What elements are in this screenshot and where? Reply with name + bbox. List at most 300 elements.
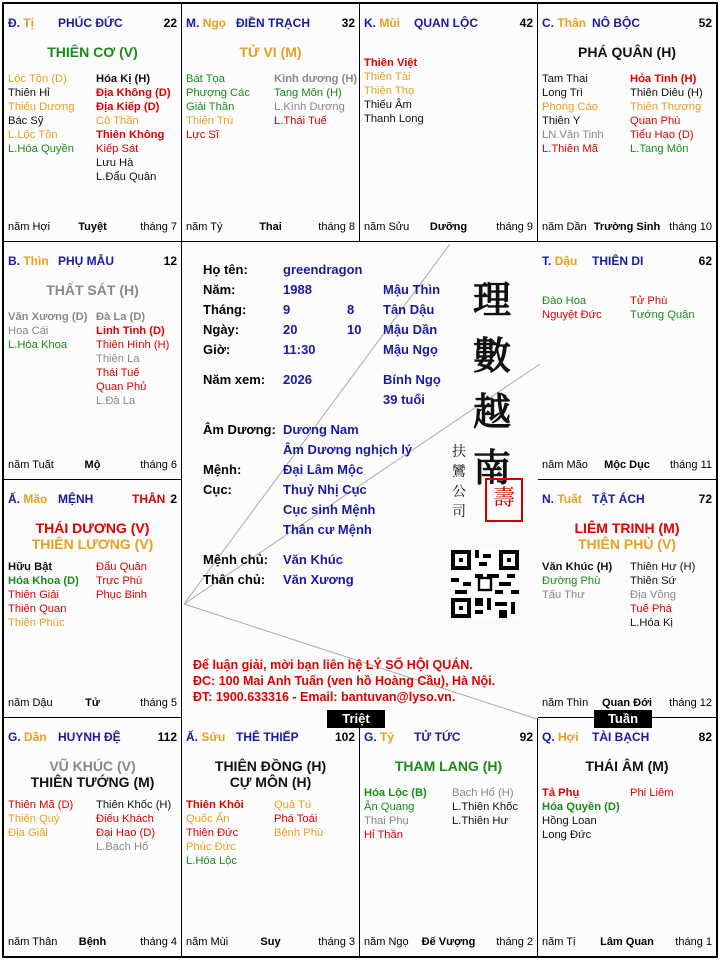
thanchu-value: Văn Xương <box>283 572 354 587</box>
minor-star: L.Bạch Hổ <box>96 841 149 853</box>
footer-phase: Mộ <box>84 459 101 471</box>
main-stars <box>4 282 181 298</box>
than-position: Thân cư Mệnh <box>283 522 372 537</box>
main-star: THIÊN ĐỒNG (H) <box>214 758 327 774</box>
palace-name: TỬ TỨC <box>414 730 461 744</box>
minor-stars-left <box>8 310 94 352</box>
palace-stem-branch: G. Tý <box>364 730 395 744</box>
main-stars <box>360 758 537 774</box>
footer-month: tháng 8 <box>318 221 355 233</box>
minor-stars-left <box>186 72 272 142</box>
seal-char-3: 公 <box>452 484 466 500</box>
palace-stem-branch: Ấ. Mão <box>8 492 48 506</box>
qr-code-icon[interactable] <box>451 550 519 618</box>
hour-can: Mậu Ngọ <box>383 342 438 357</box>
main-star: THIÊN TƯỚNG (M) <box>30 774 155 790</box>
minor-stars-right <box>630 72 716 156</box>
palace-age-number: 102 <box>334 730 355 744</box>
minor-star: Hồng Loan <box>542 815 597 827</box>
minor-star: L.Hóa Lộc <box>186 855 237 867</box>
minor-stars-right <box>96 560 182 602</box>
minor-star: Thiên Thương <box>630 101 702 113</box>
palace-name: PHỤ MẪU <box>58 254 114 268</box>
minor-star: Tiểu Hao (D) <box>630 129 694 141</box>
palace-cell-than[interactable] <box>538 4 716 242</box>
footer-month: tháng 9 <box>496 221 533 233</box>
palace-stem-branch: N. Tuất <box>542 492 582 506</box>
footer-phase: Tử <box>85 697 100 709</box>
day-label: Ngày: <box>203 322 240 337</box>
calligraphy-char-2: 數 <box>472 333 511 378</box>
palace-cell-hoi[interactable] <box>538 718 716 956</box>
minor-star: L.Hóa Quyền <box>8 143 74 155</box>
minor-star: Cô Thần <box>96 115 139 127</box>
minor-star: Thiên Giải <box>8 589 59 601</box>
minor-star: Thiếu Âm <box>364 99 412 111</box>
minor-stars-right <box>630 786 716 800</box>
minor-star: Tả Phụ <box>542 787 580 799</box>
palace-name: HUYNH ĐỆ <box>58 730 121 744</box>
footer-month: tháng 5 <box>140 697 177 709</box>
palace-age-number: 112 <box>157 730 177 744</box>
minor-star: L.Hóa Kị <box>630 617 673 629</box>
minor-stars-left <box>8 798 94 840</box>
palace-cell-suu[interactable] <box>182 718 360 956</box>
minor-star: Văn Khúc (H) <box>542 561 613 573</box>
minor-star: Hỏa Tinh (H) <box>630 73 697 85</box>
minor-star: Phượng Các <box>186 87 250 99</box>
calligraphy-char-4: 南 <box>472 445 511 490</box>
minor-star: L.Lộc Tồn <box>8 129 58 141</box>
minor-star: Đại Hao (D) <box>96 827 156 839</box>
minor-star: Đẩu Quân <box>96 561 147 573</box>
yinyang-note: Âm Dương nghịch lý <box>283 442 413 457</box>
palace-age-number: 32 <box>341 16 355 30</box>
minor-star: Giải Thần <box>186 101 235 113</box>
minor-star: Trực Phù <box>96 575 143 587</box>
palace-footer <box>8 459 177 473</box>
minor-star: Địa Giải <box>8 827 48 839</box>
minor-stars-left <box>186 798 272 868</box>
seal-char-1: 扶 <box>452 444 466 460</box>
palace-cell-ty[interactable] <box>360 718 538 956</box>
minor-star: Hoa Cái <box>8 325 49 337</box>
name-label: Họ tên: <box>203 262 248 277</box>
minor-star: Thiên Quan <box>8 603 67 615</box>
minor-star: Tướng Quân <box>630 309 695 321</box>
palace-name: THIÊN DI <box>592 254 644 268</box>
main-stars <box>4 520 181 552</box>
palace-stem-branch: B. Thìn <box>8 254 49 268</box>
year-label: Năm: <box>203 282 236 297</box>
view-year-can: Bính Ngọ <box>383 372 441 387</box>
palace-footer <box>542 697 712 711</box>
day-can: Mậu Dần <box>383 322 438 337</box>
day-solar: 20 <box>283 322 298 337</box>
minor-stars-right <box>96 72 182 184</box>
minor-stars-right <box>96 798 182 854</box>
palace-header <box>542 16 712 32</box>
minor-star: Thiên Việt <box>364 57 418 69</box>
footer-year: năm Mùi <box>186 936 229 948</box>
minor-star: Thiên Không <box>96 129 165 141</box>
minor-star: Lưu Hà <box>96 157 134 169</box>
minor-star: Điếu Khách <box>96 813 154 825</box>
minor-star: Bác Sỹ <box>8 115 44 127</box>
main-stars <box>4 758 181 790</box>
main-stars <box>4 44 181 60</box>
palace-footer <box>8 221 177 235</box>
palace-header <box>542 254 712 270</box>
minor-star: Thai Phụ <box>364 815 409 827</box>
menhchu-label: Mệnh chủ: <box>203 552 268 567</box>
minor-star: Thiên Trù <box>186 115 234 127</box>
minor-star: Tử Phù <box>630 295 668 307</box>
footer-month: tháng 10 <box>669 221 712 233</box>
minor-star: Thiên Sứ <box>630 575 677 587</box>
main-star: THẤT SÁT (H) <box>46 282 139 298</box>
footer-year: năm Dậu <box>8 697 53 709</box>
minor-star: Kiếp Sát <box>96 143 139 155</box>
minor-star: Bệnh Phù <box>274 827 324 839</box>
main-stars <box>538 44 716 60</box>
minor-star: Hóa Quyền (D) <box>542 801 620 813</box>
minor-stars-right <box>274 798 360 840</box>
palace-stem-branch: Ấ. Sửu <box>186 730 226 744</box>
main-star: PHÁ QUÂN (H) <box>578 44 676 60</box>
minor-star: Hỉ Thần <box>364 829 403 841</box>
footer-phase: Tuyệt <box>78 221 107 233</box>
menh-label: Mệnh: <box>203 462 242 477</box>
minor-star: Thiên Khốc (H) <box>96 799 172 811</box>
palace-footer <box>364 221 533 235</box>
main-star: THIÊN CƠ (V) <box>47 44 138 60</box>
cuc-label: Cục: <box>203 482 232 497</box>
minor-star: Thanh Long <box>364 113 424 125</box>
year-can: Mậu Thìn <box>383 282 441 297</box>
month-can: Tân Dậu <box>383 302 435 317</box>
minor-star: Hữu Bật <box>8 561 53 573</box>
hour-label: Giờ: <box>203 342 231 357</box>
main-star: VŨ KHÚC (V) <box>49 758 136 774</box>
footer-year: năm Tý <box>186 221 223 233</box>
palace-age-number: 42 <box>519 16 533 30</box>
palace-age-number: 72 <box>698 492 712 506</box>
footer-month: tháng 6 <box>140 459 177 471</box>
minor-star: Thiên Diêu (H) <box>630 87 703 99</box>
minor-star: Hóa Lộc (B) <box>364 787 427 799</box>
minor-star: Long Trì <box>542 87 584 99</box>
palace-header <box>542 730 712 746</box>
minor-star: Thiên Đức <box>186 827 239 839</box>
palace-header <box>8 730 177 746</box>
palace-header <box>8 16 177 32</box>
calligraphy-title <box>467 272 517 496</box>
palace-stem-branch: K. Mùi <box>364 16 401 30</box>
minor-star: Tam Thai <box>542 73 588 85</box>
contact-phone-email[interactable]: ĐT: 1900.633316 - Email: bantuvan@lyso.vn. <box>193 690 456 704</box>
year-value: 1988 <box>283 282 312 297</box>
palace-header <box>364 16 533 32</box>
center-info-panel <box>181 242 537 718</box>
minor-star: Hóa Khoa (D) <box>8 575 79 587</box>
footer-year: năm Thân <box>8 936 58 948</box>
palace-stem-branch: M. Ngọ <box>186 16 227 30</box>
minor-star: Thiên Hình (H) <box>96 339 170 351</box>
footer-phase: Thai <box>259 221 282 233</box>
footer-phase: Suy <box>260 936 281 948</box>
footer-year: năm Tuất <box>8 459 54 471</box>
yinyang-value: Dương Nam <box>283 422 359 437</box>
main-stars <box>538 520 716 552</box>
minor-stars-left <box>8 72 94 156</box>
palace-header <box>8 492 177 508</box>
palace-footer <box>8 697 177 711</box>
palace-footer <box>186 221 355 235</box>
palace-stem-branch: G. Dần <box>8 730 47 744</box>
palace-header <box>542 492 712 508</box>
main-star: THÁI DƯƠNG (V) <box>35 520 150 536</box>
minor-stars-left <box>542 294 628 322</box>
main-stars <box>182 758 359 790</box>
minor-star: Địa Không (D) <box>96 87 171 99</box>
minor-stars-left <box>8 560 94 630</box>
calligraphy-char-3: 越 <box>472 389 511 434</box>
palace-stem-branch: Đ. Tị <box>8 16 35 30</box>
minor-star: Địa Kiếp (D) <box>96 101 160 113</box>
red-seal-stamp: 壽 <box>485 478 523 522</box>
view-year-value: 2026 <box>283 372 312 387</box>
palace-name: TÀI BẠCH <box>592 730 650 744</box>
minor-star: L.Thiên Khốc <box>452 801 518 813</box>
footer-month: tháng 4 <box>140 936 177 948</box>
minor-stars-right <box>452 786 538 828</box>
palace-cell-mao[interactable] <box>4 480 182 718</box>
minor-star: Đà La (D) <box>96 311 146 323</box>
minor-star: Long Đức <box>542 829 592 841</box>
minor-star: Địa Võng <box>630 589 677 601</box>
minor-star: Bạch Hổ (H) <box>452 787 514 799</box>
than-tag: THÂN <box>132 492 166 506</box>
footer-year: năm Dần <box>542 221 587 233</box>
footer-month: tháng 7 <box>140 221 177 233</box>
minor-star: Phúc Đức <box>186 841 236 853</box>
footer-year: năm Hợi <box>8 221 51 233</box>
footer-phase: Đế Vượng <box>421 936 476 948</box>
palace-cell-tuat[interactable] <box>538 480 716 718</box>
tuan-marker: Tuần <box>594 710 652 728</box>
minor-stars-right <box>96 310 182 408</box>
minor-star: Thiên Hỉ <box>8 87 50 99</box>
footer-phase: Mộc Dục <box>604 459 650 471</box>
minor-star: Văn Xương (D) <box>8 311 88 323</box>
footer-year: năm Ngọ <box>364 936 409 948</box>
contact-address: ĐC: 100 Mai Anh Tuấn (ven hồ Hoàng Cầu), Hà Nội. <box>193 674 496 688</box>
age-value: 39 tuổi <box>383 392 425 407</box>
calligraphy-char-1: 理 <box>472 277 511 322</box>
minor-stars-right <box>630 560 716 630</box>
minor-star: L.Đà La <box>96 395 136 407</box>
minor-star: Bát Tọa <box>186 73 225 85</box>
palace-stem-branch: Q. Hợi <box>542 730 579 744</box>
minor-star: Lực Sĩ <box>186 129 219 141</box>
view-year-label: Năm xem: <box>203 372 266 387</box>
month-label: Tháng: <box>203 302 247 317</box>
palace-cell-thin[interactable] <box>4 242 182 480</box>
minor-star: Kình dương (H) <box>274 73 358 85</box>
palace-footer <box>542 221 712 235</box>
minor-star: L.Hóa Khoa <box>8 339 68 351</box>
palace-cell-mui[interactable] <box>360 4 538 242</box>
seal-small-text <box>449 442 469 522</box>
footer-month: tháng 12 <box>669 697 712 709</box>
menh-value: Đại Lâm Mộc <box>283 462 364 477</box>
minor-star: Phá Toái <box>274 813 318 825</box>
palace-cell-ngo[interactable] <box>182 4 360 242</box>
minor-star: Phi Liêm <box>630 787 674 799</box>
main-star: TỬ VI (M) <box>239 44 302 60</box>
palace-footer <box>364 936 533 950</box>
palace-name: ĐIỀN TRẠCH <box>236 16 310 30</box>
palace-name: NÔ BỘC <box>592 16 640 30</box>
minor-star: L.Kình Dương <box>274 101 345 113</box>
footer-month: tháng 11 <box>669 459 712 471</box>
footer-month: tháng 2 <box>496 936 533 948</box>
minor-star: L.Thiên Hư <box>452 815 508 827</box>
minor-star: Tuế Phá <box>630 603 672 615</box>
main-stars <box>182 44 359 60</box>
minor-star: LN.Văn Tinh <box>542 129 604 141</box>
palace-age-number: 52 <box>698 16 712 30</box>
palace-stem-branch: T. Dậu <box>542 254 578 268</box>
triet-marker: Triệt <box>327 710 385 728</box>
footer-phase: Quan Đới <box>602 697 652 709</box>
minor-star: Thiên Khôi <box>186 799 244 811</box>
name-value: greendragon <box>283 262 363 277</box>
minor-star: Thiếu Dương <box>8 101 75 113</box>
cuc-relation: Cục sinh Mệnh <box>283 502 376 517</box>
minor-star: Linh Tinh (D) <box>96 325 165 337</box>
minor-star: L.Thiên Mã <box>542 143 598 155</box>
minor-stars-left <box>542 72 628 156</box>
yinyang-label: Âm Dương: <box>203 422 276 437</box>
month-solar: 9 <box>283 302 291 317</box>
main-star: THIÊN LƯƠNG (V) <box>31 536 154 552</box>
seal-char-4: 司 <box>452 504 466 520</box>
footer-phase: Dưỡng <box>429 221 468 233</box>
main-star: THIÊN PHỦ (V) <box>578 536 676 552</box>
hour-value: 11:30 <box>283 342 316 357</box>
footer-phase: Bệnh <box>78 936 107 948</box>
palace-footer <box>542 936 712 950</box>
minor-star: Quốc Ấn <box>186 813 230 825</box>
footer-year: năm Tị <box>542 936 576 948</box>
minor-star: Thái Tuế <box>96 367 140 379</box>
minor-stars-left <box>364 786 450 842</box>
palace-name: THÊ THIẾP <box>236 730 299 744</box>
palace-age-number: 12 <box>163 254 177 268</box>
minor-star: Lộc Tồn (D) <box>8 73 67 85</box>
minor-stars-right <box>274 72 360 128</box>
footer-year: năm Sửu <box>364 221 410 233</box>
minor-stars-left <box>364 56 450 126</box>
palace-name: MỆNH <box>58 492 94 506</box>
footer-year: năm Mão <box>542 459 588 471</box>
palace-header <box>186 16 355 32</box>
palace-footer <box>542 459 712 473</box>
minor-star: Phục Binh <box>96 589 147 601</box>
minor-star: Thiên Mã (D) <box>8 799 74 811</box>
minor-star: L.Đẩu Quân <box>96 171 157 183</box>
minor-star: Ân Quang <box>364 801 415 813</box>
palace-name: PHÚC ĐỨC <box>58 16 123 30</box>
month-lunar: 8 <box>347 302 355 317</box>
palace-age-number: 82 <box>698 730 712 744</box>
palace-header <box>186 730 355 746</box>
minor-star: Đường Phù <box>542 575 601 587</box>
minor-star: Phong Cáo <box>542 101 598 113</box>
minor-star: Thiên Thọ <box>364 85 415 97</box>
footer-month: tháng 3 <box>318 936 355 948</box>
palace-header <box>364 730 533 746</box>
minor-star: L.Thái Tuế <box>274 115 327 127</box>
minor-star: Thiên Hư (H) <box>630 561 696 573</box>
palace-age-number: 22 <box>163 16 177 30</box>
name-row <box>203 262 248 277</box>
minor-star: Đào Hoa <box>542 295 587 307</box>
palace-name: TẬT ÁCH <box>592 492 645 506</box>
palace-footer <box>8 936 177 950</box>
thanchu-label: Thân chủ: <box>203 572 266 587</box>
footer-year: năm Thìn <box>542 697 589 709</box>
minor-star: Tang Môn (H) <box>274 87 342 99</box>
palace-age-number: 62 <box>698 254 712 268</box>
main-star: CỰ MÔN (H) <box>229 774 312 790</box>
minor-star: L.Tang Môn <box>630 143 689 155</box>
minor-star: Hóa Kị (H) <box>96 73 151 85</box>
minor-star: Thiên Phúc <box>8 617 65 629</box>
palace-age-number: 2 <box>170 492 177 506</box>
palace-cell-dan[interactable] <box>4 718 182 956</box>
minor-stars-left <box>542 560 628 602</box>
minor-star: Thiên Tài <box>364 71 411 83</box>
main-star: THÁI ÂM (M) <box>585 758 669 774</box>
palace-cell-ti[interactable] <box>4 4 182 242</box>
menhchu-value: Văn Khúc <box>283 552 343 567</box>
contact-line-1: Để luận giải, mời bạn liên hệ LÝ SỐ HỘI QUÁN. <box>193 658 473 672</box>
palace-footer <box>186 936 355 950</box>
minor-star: Nguyệt Đức <box>542 309 602 321</box>
footer-month: tháng 1 <box>675 936 712 948</box>
seal-char-2: 鸞 <box>452 464 466 480</box>
palace-name: QUAN LỘC <box>414 16 478 30</box>
palace-header <box>8 254 177 270</box>
minor-star: Thiên La <box>96 353 140 365</box>
cuc-value: Thuỷ Nhị Cục <box>283 482 367 497</box>
main-star: LIÊM TRINH (M) <box>574 520 680 536</box>
minor-star: Quan Phù <box>630 115 681 127</box>
minor-stars-left <box>542 786 628 842</box>
minor-stars-right <box>630 294 716 322</box>
minor-star: Quan Phủ <box>96 381 147 393</box>
main-star: THAM LANG (H) <box>394 758 503 774</box>
minor-star: Thiên Y <box>542 115 581 127</box>
footer-phase: Lâm Quan <box>600 936 654 948</box>
palace-cell-dau[interactable] <box>538 242 716 480</box>
main-stars <box>538 758 716 774</box>
day-lunar: 10 <box>347 322 362 337</box>
palace-stem-branch: C. Thân <box>542 16 587 30</box>
